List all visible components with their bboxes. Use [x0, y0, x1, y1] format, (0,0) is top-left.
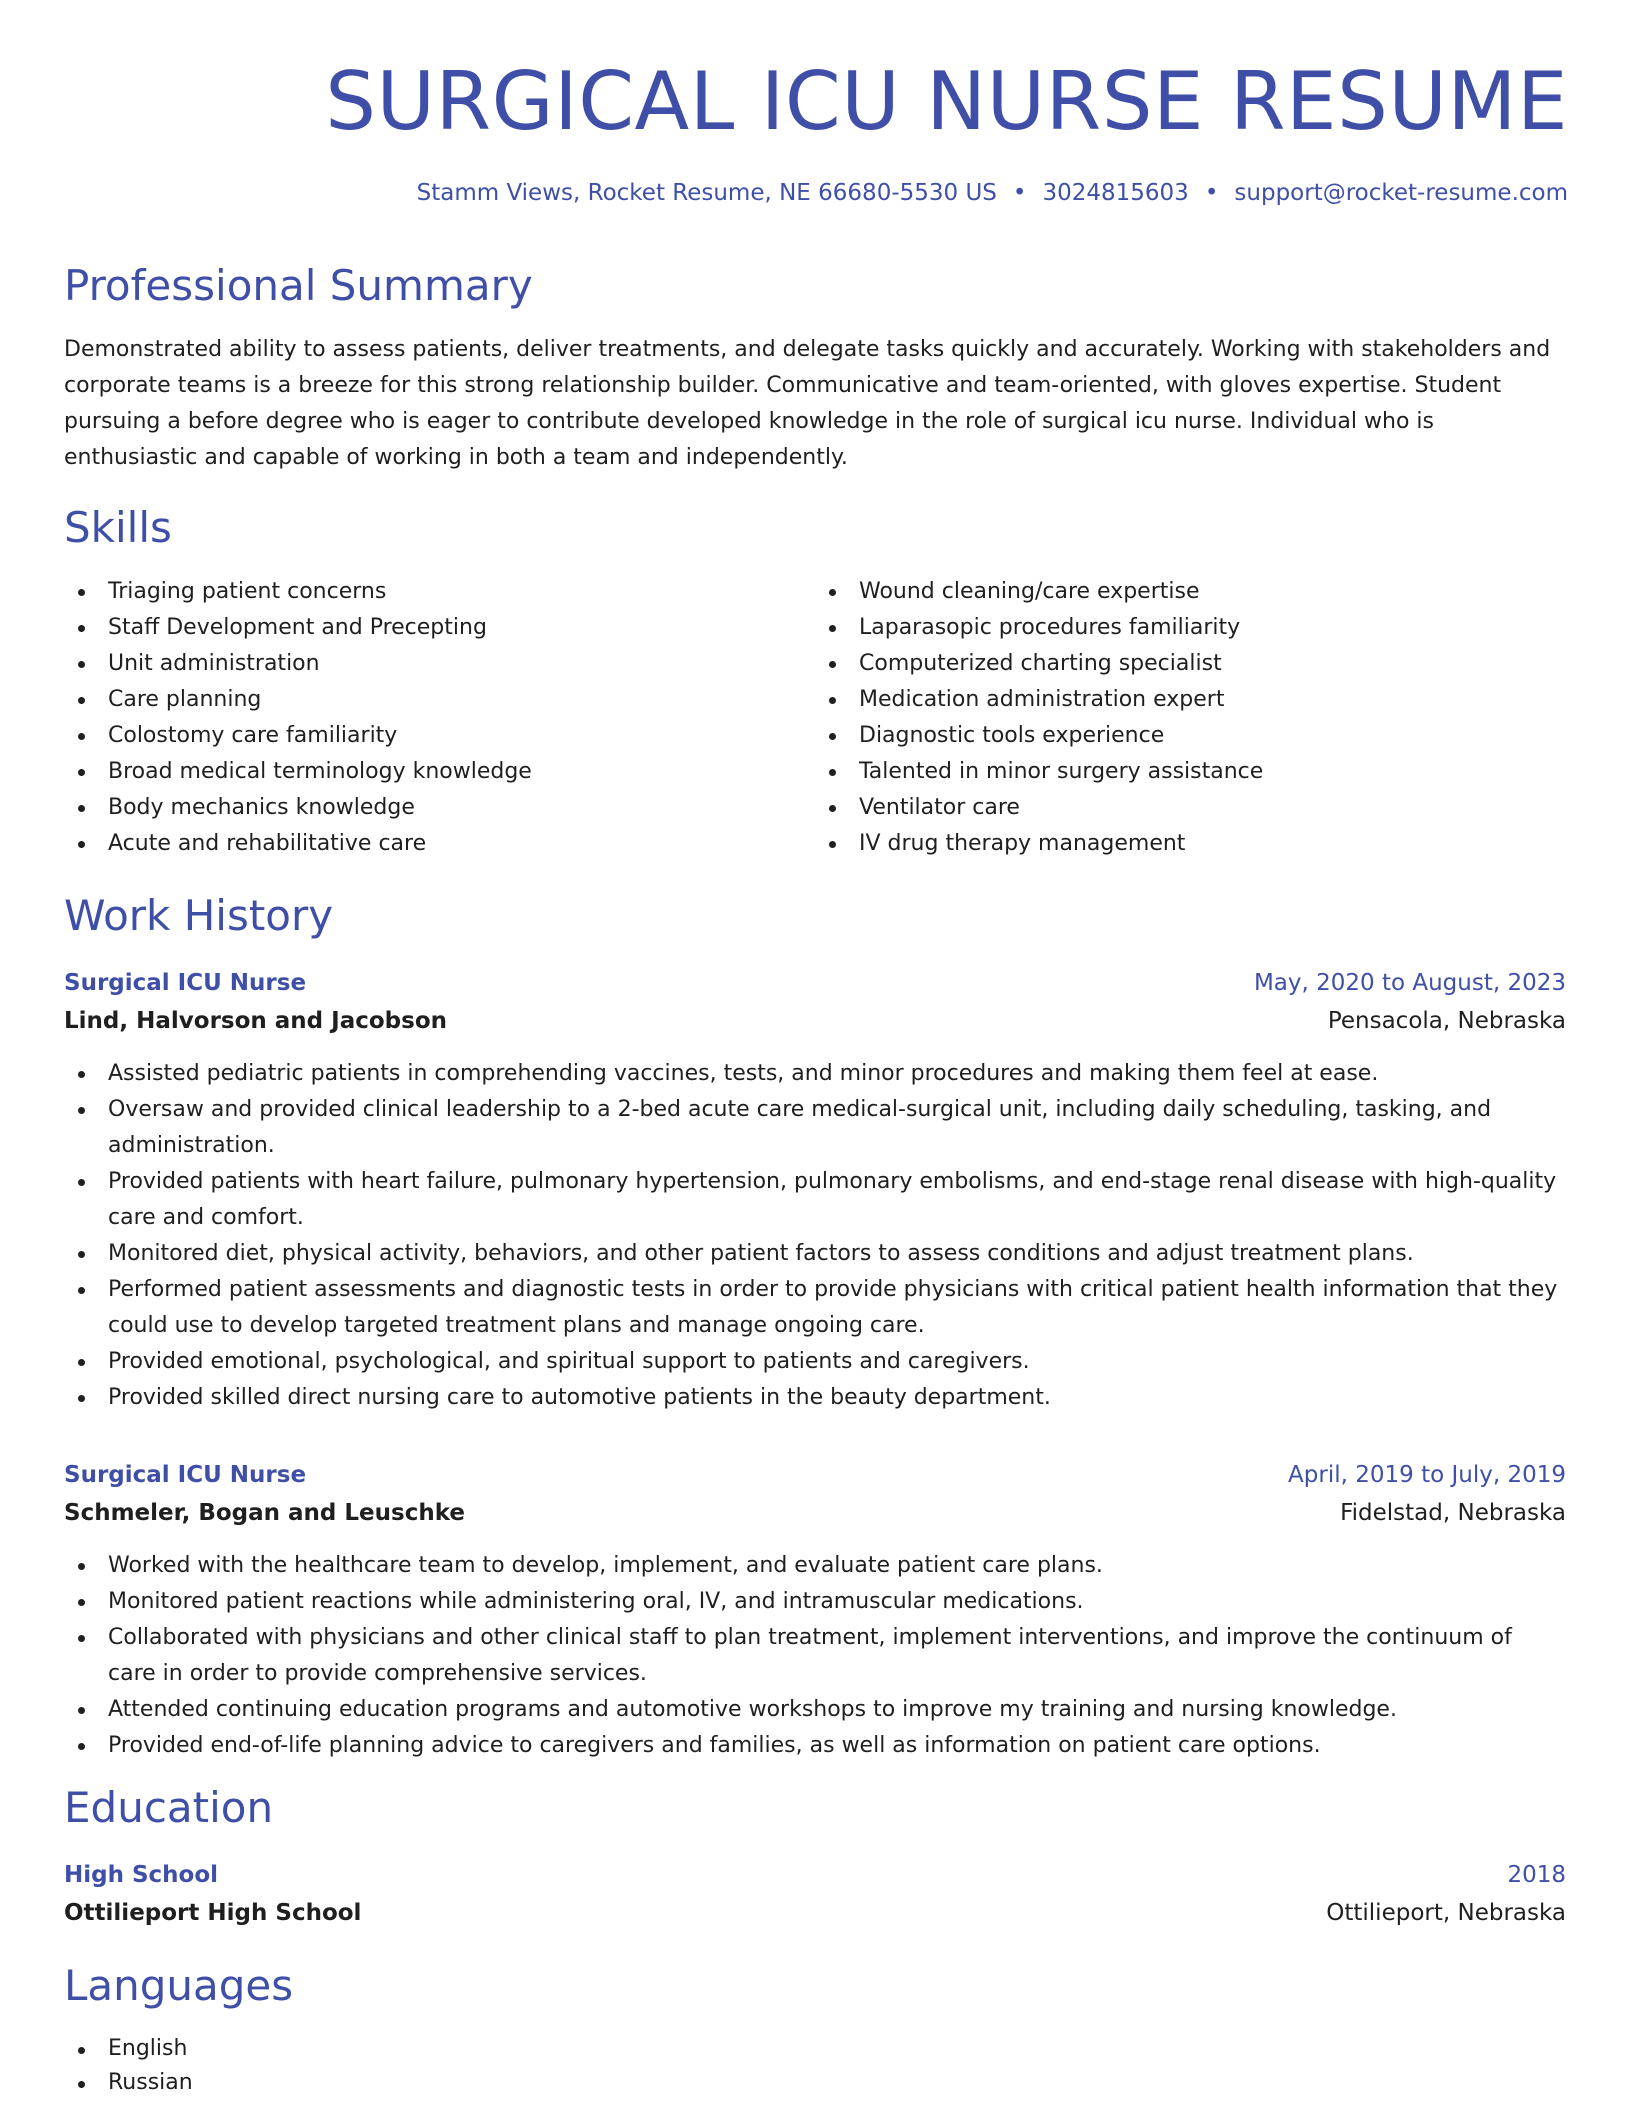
- job-entry: [64, 1456, 1566, 1764]
- job-title: Surgical ICU Nurse: [64, 970, 307, 996]
- skills-list: [64, 574, 815, 862]
- job-header-row: [64, 1456, 1566, 1494]
- contact-email: support@rocket-resume.com: [1234, 180, 1568, 206]
- skill-item: Laparasopic procedures familiarity: [815, 610, 1566, 646]
- job-location: Pensacola, Nebraska: [1327, 1008, 1566, 1034]
- skill-item: Acute and rehabilitative care: [64, 826, 815, 862]
- languages-list: [64, 2032, 1566, 2100]
- job-company-row: [64, 1002, 1566, 1040]
- job-title: Surgical ICU Nurse: [64, 1462, 307, 1488]
- job-duty: Attended continuing education programs and automotive workshops to improve my training and nursing knowledge.: [64, 1692, 1566, 1728]
- section-title: Education: [64, 1783, 274, 1832]
- language-item: Russian: [64, 2066, 1566, 2100]
- skill-item: Talented in minor surgery assistance: [815, 754, 1566, 790]
- job-duty: Provided emotional, psychological, and spiritual support to patients and caregivers.: [64, 1344, 1566, 1380]
- job-company: Lind, Halvorson and Jacobson: [64, 1008, 447, 1034]
- education-entry: [64, 1856, 1566, 1932]
- education-degree: High School: [64, 1862, 219, 1888]
- skills-columns: [64, 574, 1566, 862]
- job-duty: Provided skilled direct nursing care to automotive patients in the beauty department.: [64, 1380, 1566, 1416]
- job-dates: May, 2020 to August, 2023: [1253, 970, 1566, 996]
- section-title: Languages: [64, 1961, 294, 2010]
- skills-column-left: [64, 574, 815, 862]
- skill-item: Broad medical terminology knowledge: [64, 754, 815, 790]
- work-history-section: [64, 890, 1566, 1764]
- job-duty: Oversaw and provided clinical leadership to a 2-bed acute care medical-surgical unit, including daily scheduling, tasking, and administration.: [64, 1092, 1566, 1164]
- education-section: [64, 1782, 1566, 1932]
- language-item: English: [64, 2032, 1566, 2066]
- contact-separator: •: [1012, 180, 1027, 206]
- job-entry: [64, 964, 1566, 1416]
- resume-header: [64, 0, 1568, 208]
- section-title: Professional Summary: [64, 261, 533, 310]
- job-duty: Provided end-of-life planning advice to caregivers and families, as well as information on patient care options.: [64, 1728, 1566, 1764]
- skill-item: Colostomy care familiarity: [64, 718, 815, 754]
- education-school-row: [64, 1894, 1566, 1932]
- contact-line: [64, 178, 1568, 208]
- skill-item: IV drug therapy management: [815, 826, 1566, 862]
- job-duty: Monitored diet, physical activity, behaviors, and other patient factors to assess conditions and adjust treatment plans.: [64, 1236, 1566, 1272]
- contact-separator: •: [1204, 180, 1219, 206]
- skill-item: Computerized charting specialist: [815, 646, 1566, 682]
- job-duty: Provided patients with heart failure, pulmonary hypertension, pulmonary embolisms, and end-stage renal disease with high-quality care and comfort.: [64, 1164, 1566, 1236]
- job-duties-list: [64, 1056, 1566, 1416]
- skill-item: Care planning: [64, 682, 815, 718]
- job-company: Schmeler, Bogan and Leuschke: [64, 1500, 465, 1526]
- contact-phone: 3024815603: [1042, 180, 1189, 206]
- skills-list: [815, 574, 1566, 862]
- job-duties-list: [64, 1548, 1566, 1764]
- summary-text: Demonstrated ability to assess patients, deliver treatments, and delegate tasks quickly and accurately. Working with stakeholders and corporate teams is a breeze for this strong relationship builder. Communicative and team-oriented, with gloves expertise. Student pursuing a before degree who is eager to contribute developed knowledge in the role of surgical icu nurse. Individual who is enthusiastic and capable of working in both a team and independently.: [64, 337, 1551, 470]
- languages-section: [64, 1960, 1566, 2100]
- job-header-row: [64, 964, 1566, 1002]
- job-location: Fidelstad, Nebraska: [1340, 1500, 1566, 1526]
- skills-section: [64, 502, 1566, 862]
- job-duty: Performed patient assessments and diagnostic tests in order to provide physicians with critical patient health information that they could use to develop targeted treatment plans and manage ongoing care.: [64, 1272, 1566, 1344]
- job-duty: Collaborated with physicians and other clinical staff to plan treatment, implement interventions, and improve the continuum of care in order to provide comprehensive services.: [64, 1620, 1566, 1692]
- skill-item: Unit administration: [64, 646, 815, 682]
- skill-item: Staff Development and Precepting: [64, 610, 815, 646]
- job-duty: Worked with the healthcare team to develop, implement, and evaluate patient care plans.: [64, 1548, 1566, 1584]
- skill-item: Triaging patient concerns: [64, 574, 815, 610]
- education-year: 2018: [1507, 1862, 1566, 1888]
- skill-item: Body mechanics knowledge: [64, 790, 815, 826]
- education-header-row: [64, 1856, 1566, 1894]
- section-title: Work History: [64, 891, 334, 940]
- education-location: Ottilieport, Nebraska: [1326, 1900, 1566, 1926]
- contact-address: Stamm Views, Rocket Resume, NE 66680-5530 US: [416, 180, 997, 206]
- job-company-row: [64, 1494, 1566, 1532]
- job-dates: April, 2019 to July, 2019: [1288, 1462, 1566, 1488]
- education-school: Ottilieport High School: [64, 1900, 362, 1926]
- skill-item: Diagnostic tools experience: [815, 718, 1566, 754]
- section-title: Skills: [64, 503, 172, 552]
- skills-column-right: [815, 574, 1566, 862]
- job-duty: Assisted pediatric patients in comprehending vaccines, tests, and minor procedures and making them feel at ease.: [64, 1056, 1566, 1092]
- skill-item: Medication administration expert: [815, 682, 1566, 718]
- professional-summary-section: [64, 260, 1566, 476]
- skill-item: Wound cleaning/care expertise: [815, 574, 1566, 610]
- job-duty: Monitored patient reactions while administering oral, IV, and intramuscular medications.: [64, 1584, 1566, 1620]
- resume-title: SURGICAL ICU NURSE RESUME: [325, 55, 1568, 148]
- skill-item: Ventilator care: [815, 790, 1566, 826]
